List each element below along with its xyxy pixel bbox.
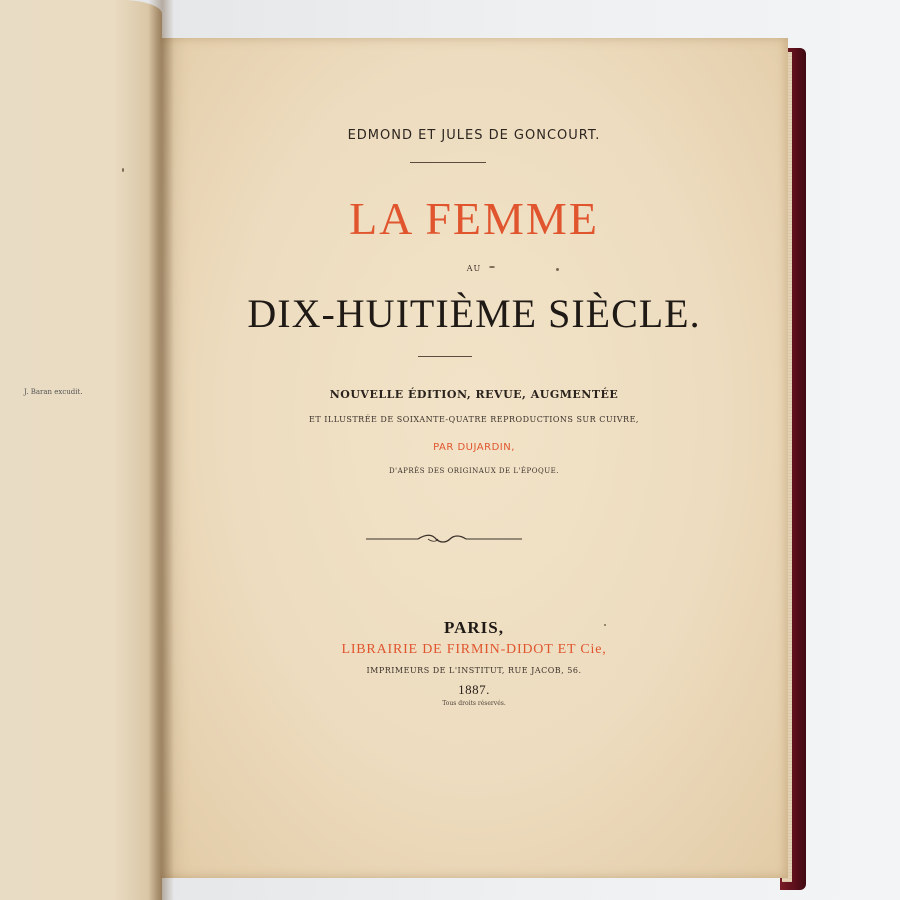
publication-year: 1887. [458, 682, 490, 697]
publisher: LIBRAIRIE DE FIRMIN-DIDOT ET Cie, [341, 642, 607, 657]
imprint-city: PARIS, [444, 618, 504, 637]
rule-under-title [418, 356, 472, 357]
printer-address: IMPRIMEURS DE L'INSTITUT, RUE JACOB, 56. [366, 666, 582, 675]
rule-under-authors [410, 162, 486, 163]
title-page [160, 38, 788, 878]
engraver-credit: J. Baran excudit. [24, 388, 83, 396]
foxing-spot [604, 624, 606, 626]
foxing-spot [489, 266, 495, 268]
title-line-1: LA FEMME [349, 193, 599, 244]
foxing-spot [556, 268, 559, 271]
title-connector: AU [466, 264, 482, 273]
title-line-2: DIX-HUITIÈME SIÈCLE. [247, 291, 701, 336]
left-page [0, 0, 162, 900]
illustration-note: ET ILLUSTRÉE DE SOIXANTE-QUATRE REPRODUCTIONS SUR CUIVRE, [309, 415, 639, 424]
edition-statement: NOUVELLE ÉDITION, REVUE, AUGMENTÉE [329, 388, 619, 401]
authors: EDMOND ET JULES DE GONCOURT. [347, 128, 601, 143]
rights-notice: Tous droits réservés. [442, 700, 506, 707]
illustrator: PAR DUJARDIN, [433, 442, 515, 453]
ornament-icon [366, 532, 522, 546]
source-note: D'APRÈS DES ORIGINAUX DE L'ÉPOQUE. [389, 467, 559, 475]
foxing-spot [122, 168, 124, 172]
